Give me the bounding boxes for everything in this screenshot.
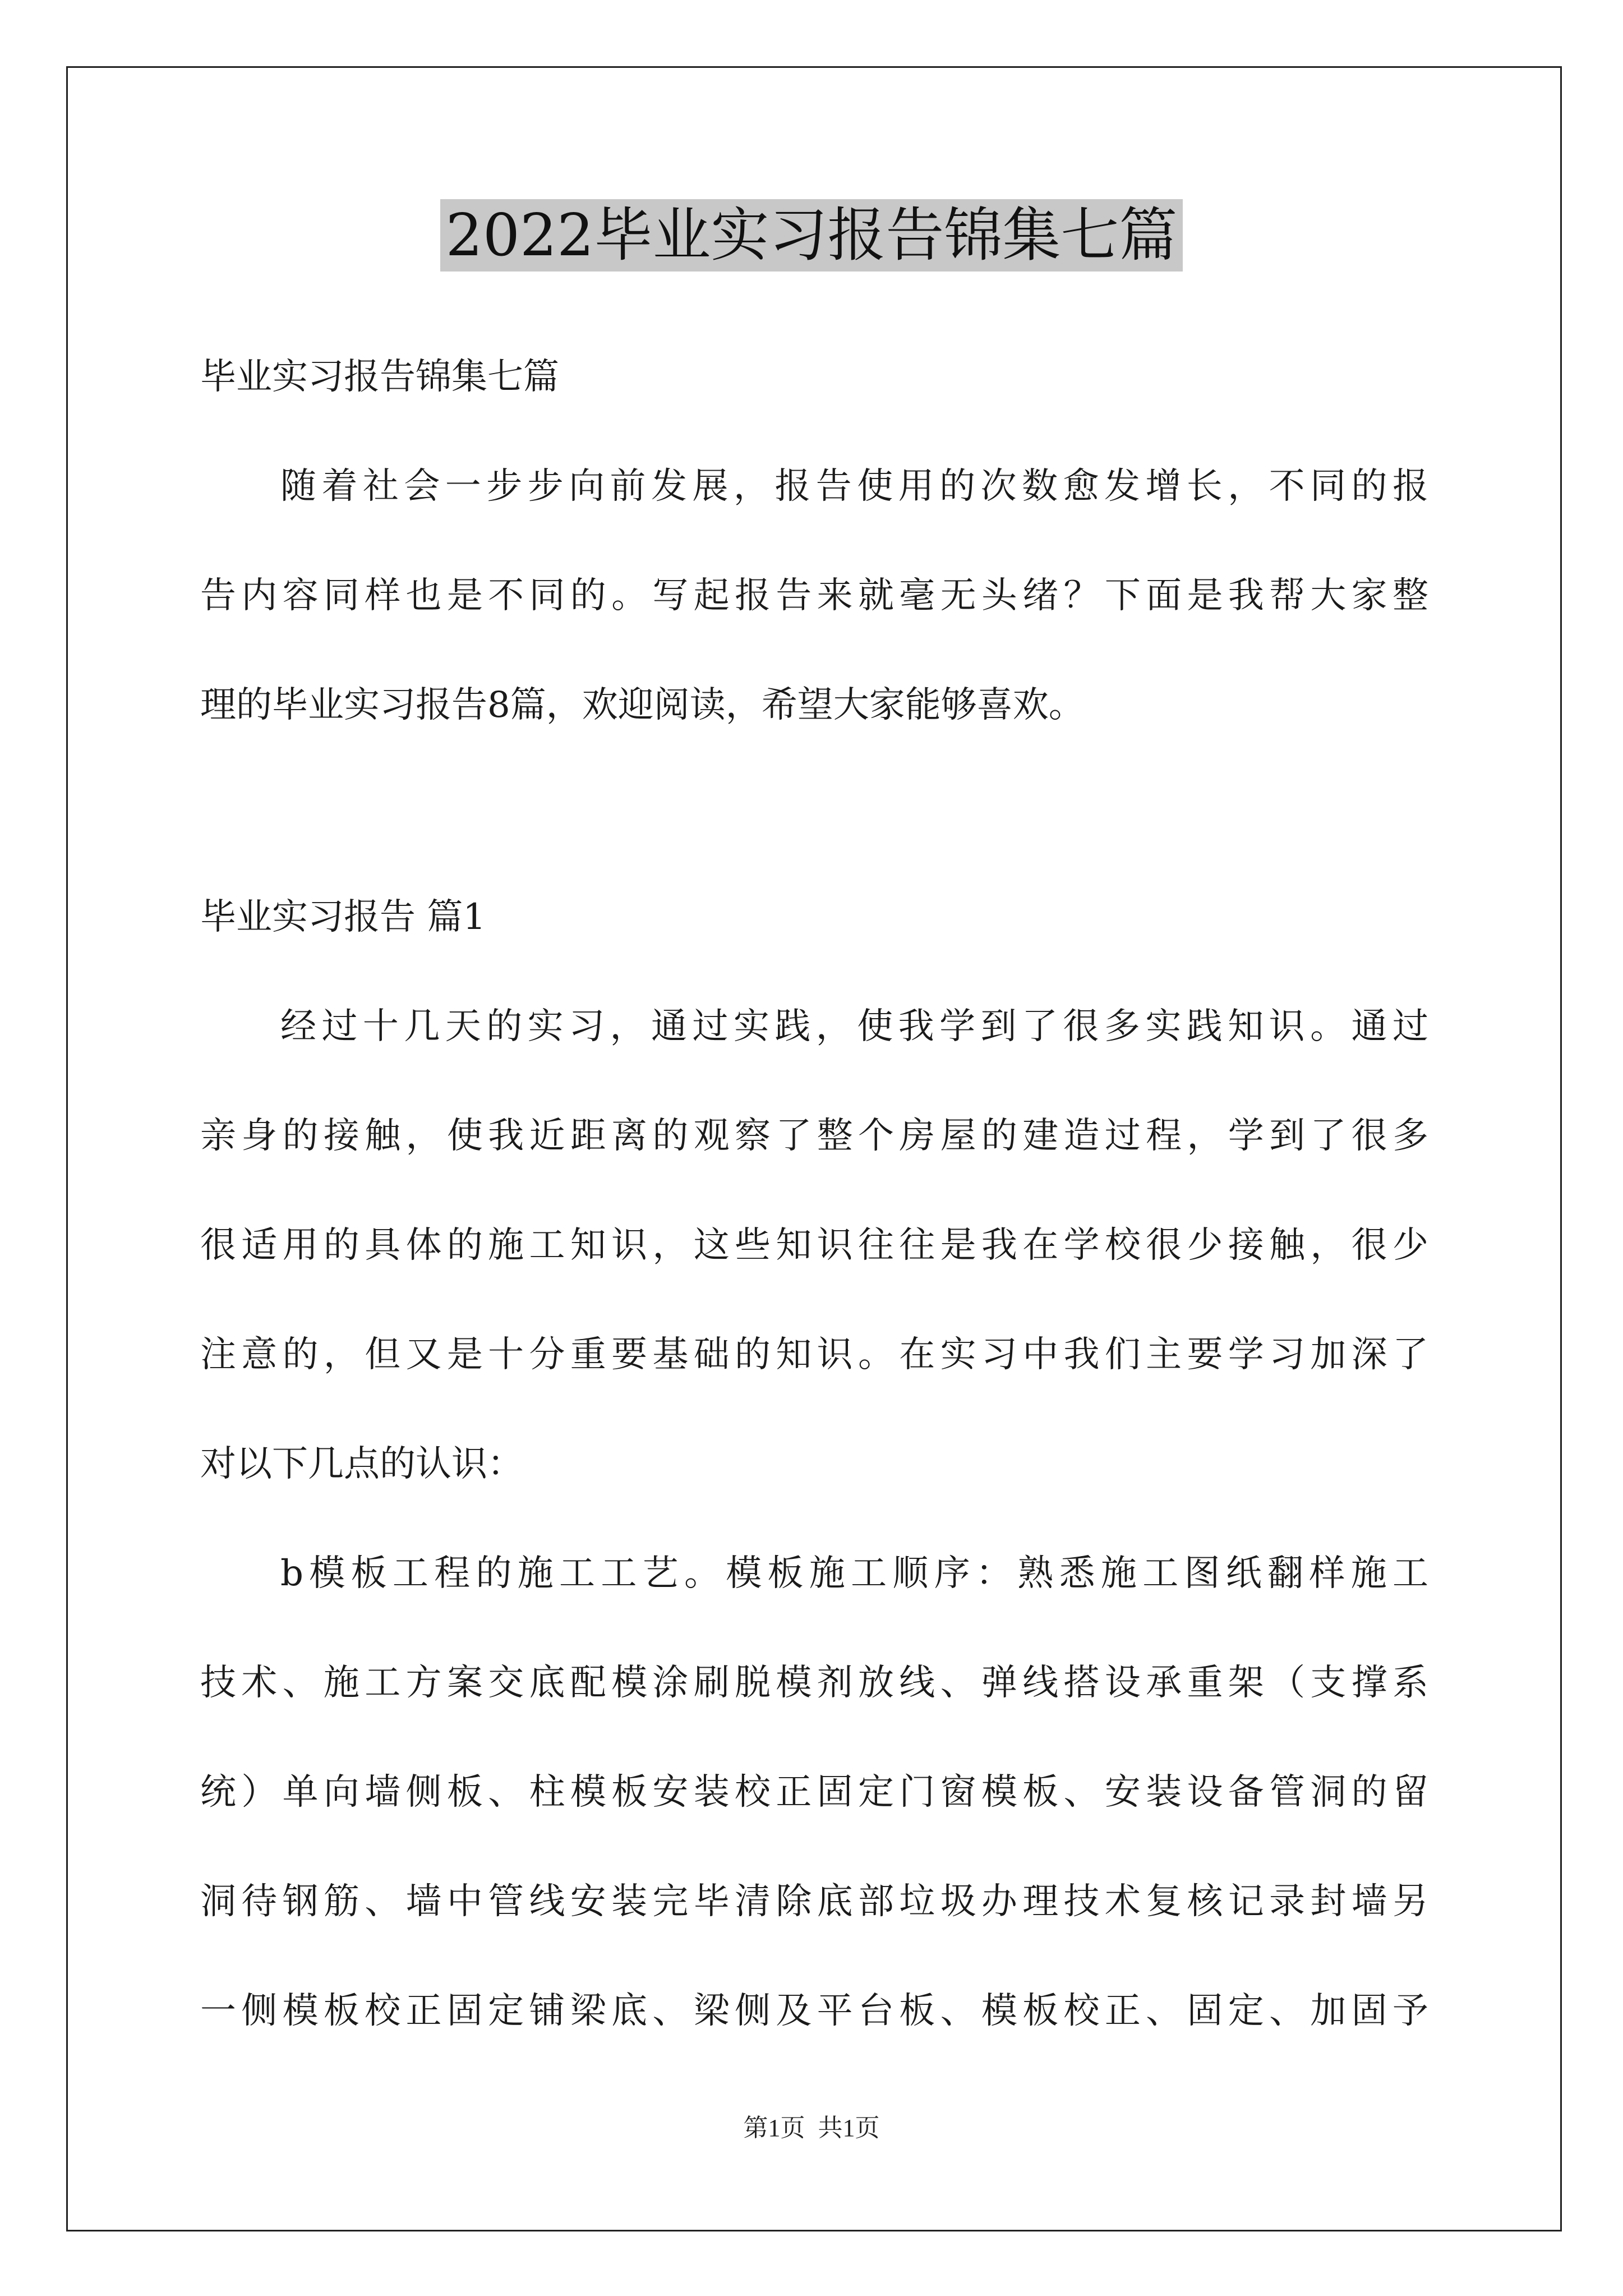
page-number: 第1页 <box>743 2114 805 2142</box>
title-container <box>0 199 1623 272</box>
paragraph-line: 很适用的具体的施工知识，这些知识往往是我在学校很少接触，很少 <box>200 1225 1428 1266</box>
intro-line: 随着社会一步步向前发展，报告使用的次数愈发增长，不同的报 <box>280 466 1428 507</box>
paragraph-line: 经过十几天的实习，通过实践，使我学到了很多实践知识。通过 <box>280 1006 1428 1047</box>
document-title: 2022毕业实习报告锦集七篇 <box>440 199 1183 272</box>
paragraph-line: 注意的，但又是十分重要基础的知识。在实习中我们主要学习加深了 <box>200 1334 1428 1375</box>
paragraph-line: 亲身的接触，使我近距离的观察了整个房屋的建造过程，学到了很多 <box>200 1115 1428 1157</box>
page-footer <box>0 2108 1623 2143</box>
paragraph-line: 对以下几点的认识： <box>200 1443 523 1485</box>
section-heading: 毕业实习报告 篇1 <box>200 896 486 938</box>
page-total: 共1页 <box>818 2114 880 2142</box>
intro-line: 告内容同样也是不同的。写起报告来就毫无头绪？下面是我帮大家整 <box>200 575 1428 616</box>
paragraph-line: 统）单向墙侧板、柱模板安装校正固定门窗模板、安装设备管洞的留 <box>200 1772 1428 1813</box>
paragraph-line: 一侧模板校正固定铺梁底、梁侧及平台板、模板校正、固定、加固予 <box>200 1990 1428 2032</box>
paragraph-line: 洞待钢筋、墙中管线安装完毕清除底部垃圾办理技术复核记录封墙另 <box>200 1881 1428 1922</box>
paragraph-line: b模板工程的施工工艺。模板施工顺序：熟悉施工图纸翻样施工 <box>280 1553 1428 1594</box>
document-subtitle: 毕业实习报告锦集七篇 <box>200 356 559 398</box>
intro-line: 理的毕业实习报告8篇，欢迎阅读，希望大家能够喜欢。 <box>200 684 1085 726</box>
paragraph-line: 技术、施工方案交底配模涂刷脱模剂放线、弹线搭设承重架（支撑系 <box>200 1662 1428 1704</box>
